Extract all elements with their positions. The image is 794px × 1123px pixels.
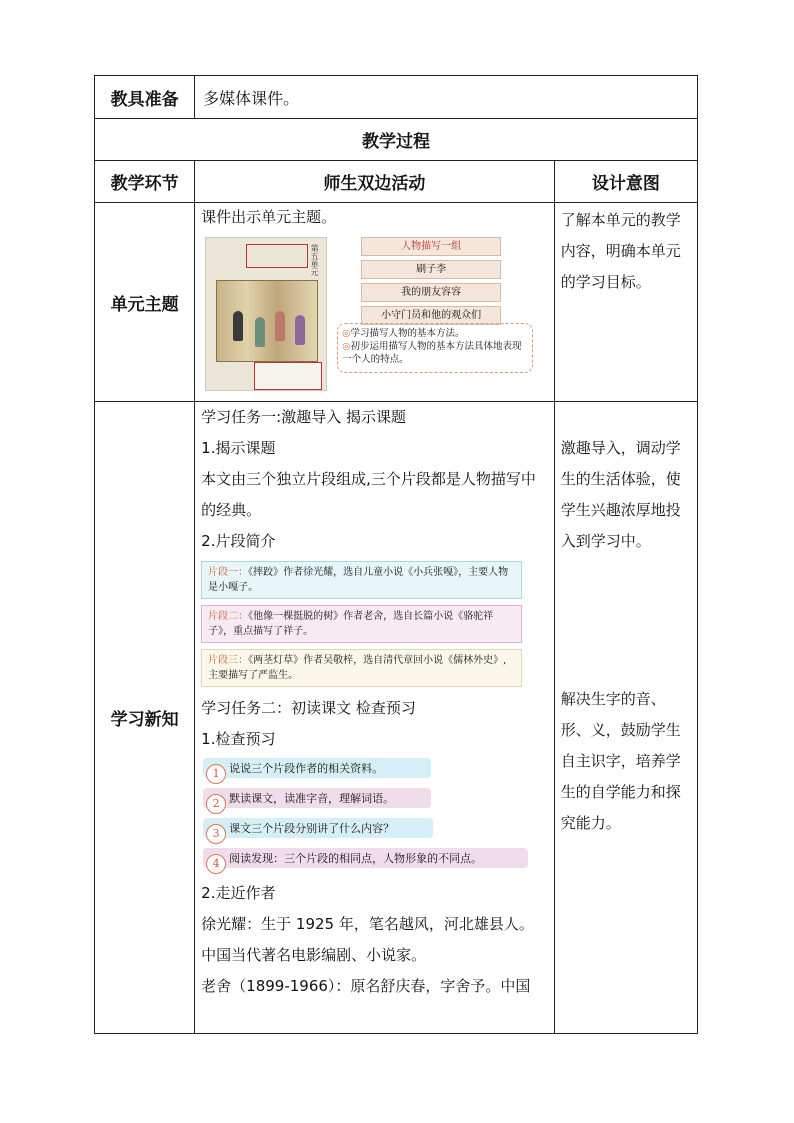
unit-cover — [205, 237, 327, 391]
fragment-label: 片段二： — [208, 611, 249, 622]
check-item — [203, 758, 554, 780]
header-stage: 教学环节 — [95, 161, 195, 203]
heading-check-preview: 1.检查预习 — [201, 730, 276, 748]
learning-activity-cell — [195, 402, 555, 1034]
unit-theme-image — [201, 235, 554, 395]
intent-vocabulary: 解决生字的音、形、义，鼓励学生自主识字，培养学生的自学能力和探究能力。 — [560, 690, 681, 832]
heading-reveal-topic: 1.揭示课题 — [201, 439, 276, 457]
fragment-text: 《他像一棵挺脱的树》作者老舍，选自长篇小说《骆驼祥子》，重点描写了祥子。 — [208, 611, 494, 637]
check-text: 说说三个片段作者的相关资料。 — [203, 758, 431, 778]
check-item — [203, 848, 554, 870]
check-number: 1 — [206, 764, 226, 784]
cover-note-bottom — [254, 362, 322, 390]
lesson-tag: 人物描写一组 — [361, 237, 501, 256]
cover-title: 第五单元 — [310, 244, 320, 276]
unit-activity-text: 课件出示单元主题。 — [201, 208, 337, 226]
lesson-tag: 刷子李 — [361, 260, 501, 279]
fragment-text: 《摔跤》作者徐光耀，选自儿童小说《小兵张嘎》，主要人物是小嘎子。 — [208, 567, 509, 593]
goal-bullet-icon: ◎ — [342, 341, 351, 352]
lesson-plan-table — [94, 75, 698, 1034]
stage-new-learning: 学习新知 — [95, 402, 195, 1034]
fragment-label: 片段一： — [208, 567, 249, 578]
stage-unit-theme: 单元主题 — [95, 203, 195, 402]
folding-screen-illustration — [216, 280, 318, 362]
section-title: 教学过程 — [95, 119, 698, 161]
heading-fragments: 2.片段简介 — [201, 532, 276, 550]
check-text: 默读课文，读准字音，理解词语。 — [203, 788, 431, 808]
fragment-text: 《两茎灯草》作者吴敬梓，选自清代章回小说《儒林外史》,主要描写了严监生。 — [208, 655, 507, 681]
cover-note-top — [246, 244, 308, 268]
fragment-card — [201, 561, 522, 599]
header-intent: 设计意图 — [554, 161, 697, 203]
task2-title: 学习任务二：初读课文 检查预习 — [201, 699, 416, 717]
heading-authors: 2.走近作者 — [201, 884, 276, 902]
goal-item: 学习描写人物的基本方法。 — [350, 328, 465, 339]
fragment-card — [201, 649, 522, 687]
check-item — [203, 788, 554, 810]
tools-label: 教具准备 — [95, 76, 195, 119]
tools-value: 多媒体课件。 — [195, 76, 698, 119]
task1-title: 学习任务一:激趣导入 揭示课题 — [201, 408, 406, 426]
check-number: 3 — [206, 824, 226, 844]
intro-paragraph: 本文由三个独立片段组成,三个片段都是人物描写中的经典。 — [201, 470, 536, 519]
goal-item: 初步运用描写人物的基本方法具体地表现一个人的特点。 — [342, 341, 522, 365]
intent-warmup: 激趣导入，调动学生的生活体验，使学生兴趣浓厚地投入到学习中。 — [560, 439, 681, 550]
lesson-tag: 小守门员和他的观众们 — [361, 306, 501, 325]
learning-intent-cell — [554, 402, 697, 1034]
check-text: 课文三个片段分别讲了什么内容？ — [203, 818, 433, 838]
lesson-list — [361, 237, 501, 329]
author-lao-she: 老舍（1899-1966）：原名舒庆春，字舍予。中国 — [201, 977, 531, 995]
fragment-label: 片段三： — [208, 655, 249, 666]
author-xu-guangyao: 徐光耀：生于 1925 年，笔名越风，河北雄县人。中国当代著名电影编剧、小说家。 — [201, 915, 534, 964]
check-text: 阅读发现：三个片段的相同点，人物形象的不同点。 — [203, 848, 528, 868]
fragment-card — [201, 605, 522, 643]
check-item — [203, 818, 554, 840]
lesson-tag: 我的朋友容容 — [361, 283, 501, 302]
unit-intent: 了解本单元的教学内容，明确本单元的学习目标。 — [554, 203, 697, 402]
header-activity: 师生双边活动 — [195, 161, 555, 203]
unit-activity-cell — [195, 203, 555, 402]
check-number: 2 — [206, 794, 226, 814]
unit-goals-box — [337, 323, 533, 373]
goal-bullet-icon: ◎ — [342, 328, 351, 339]
check-number: 4 — [206, 854, 226, 874]
